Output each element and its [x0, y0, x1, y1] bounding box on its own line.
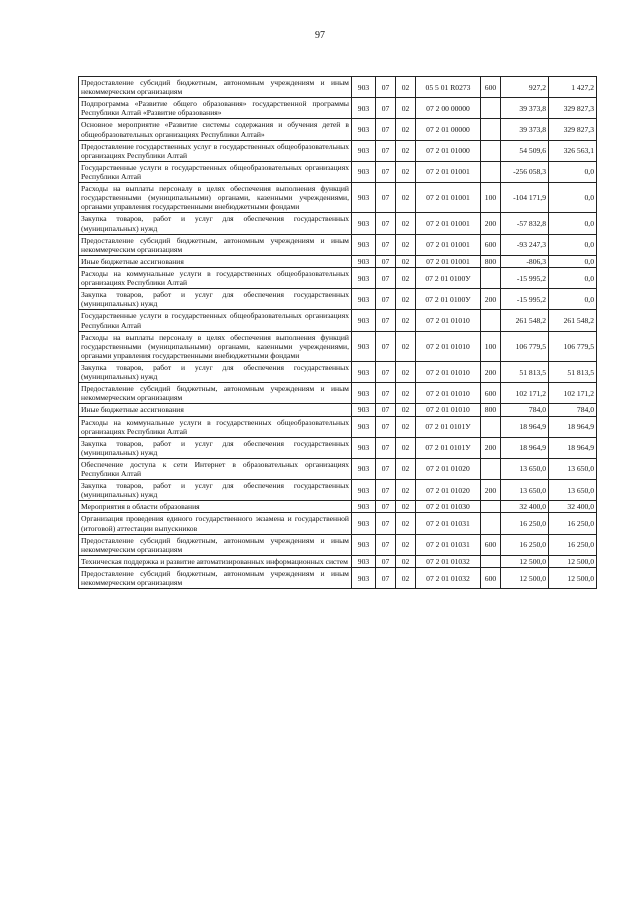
section-code: 07	[376, 140, 396, 161]
section-code: 07	[376, 234, 396, 255]
expense-type-code: 200	[481, 361, 501, 382]
row-description: Предоставление субсидий бюджетным, автономным учреждениям и иным некоммерческим организациям	[79, 534, 352, 555]
row-description: Иные бюджетные ассигнования	[79, 404, 352, 416]
section-code: 07	[376, 404, 396, 416]
section-code: 07	[376, 213, 396, 234]
expense-type-code: 200	[481, 289, 501, 310]
ministry-code: 903	[352, 310, 376, 331]
amount-total: 1 427,2	[549, 77, 597, 98]
row-description: Иные бюджетные ассигнования	[79, 255, 352, 267]
expense-type-code	[481, 98, 501, 119]
row-description: Государственные услуги в государственных общеобразовательных организациях Республики Алтай	[79, 161, 352, 182]
row-description: Обеспечение доступа к сети Интернет в образовательных организациях Республики Алтай	[79, 458, 352, 479]
expense-type-code: 200	[481, 480, 501, 501]
target-article-code: 07 2 01 01010	[416, 404, 481, 416]
table-row	[79, 513, 597, 534]
ministry-code: 903	[352, 568, 376, 589]
table-body	[79, 77, 597, 589]
ministry-code: 903	[352, 140, 376, 161]
table-row	[79, 437, 597, 458]
row-description: Предоставление субсидий бюджетным, автономным учреждениям и иным некоммерческим организациям	[79, 568, 352, 589]
amount-total: 261 548,2	[549, 310, 597, 331]
target-article-code: 07 2 01 01001	[416, 161, 481, 182]
amount-change: 784,0	[501, 404, 549, 416]
table-row	[79, 501, 597, 513]
amount-change: 13 650,0	[501, 458, 549, 479]
ministry-code: 903	[352, 501, 376, 513]
table-row	[79, 404, 597, 416]
expense-type-code	[481, 119, 501, 140]
target-article-code: 07 2 01 0101У	[416, 437, 481, 458]
table-row	[79, 458, 597, 479]
amount-change: 927,2	[501, 77, 549, 98]
expense-type-code: 600	[481, 534, 501, 555]
section-code: 07	[376, 161, 396, 182]
table-row	[79, 383, 597, 404]
expense-type-code: 600	[481, 77, 501, 98]
ministry-code: 903	[352, 383, 376, 404]
row-description: Закупка товаров, работ и услуг для обеспечения государственных (муниципальных) нужд	[79, 361, 352, 382]
amount-total: 18 964,9	[549, 416, 597, 437]
expense-type-code: 800	[481, 404, 501, 416]
expense-type-code	[481, 140, 501, 161]
subsection-code: 02	[396, 140, 416, 161]
target-article-code: 07 2 01 01001	[416, 255, 481, 267]
table-row	[79, 361, 597, 382]
table-row	[79, 555, 597, 567]
amount-change: 18 964,9	[501, 416, 549, 437]
amount-total: 16 250,0	[549, 534, 597, 555]
target-article-code: 07 2 01 01001	[416, 234, 481, 255]
ministry-code: 903	[352, 458, 376, 479]
subsection-code: 02	[396, 255, 416, 267]
amount-total: 326 563,1	[549, 140, 597, 161]
amount-total: 0,0	[549, 234, 597, 255]
subsection-code: 02	[396, 119, 416, 140]
amount-total: 32 400,0	[549, 501, 597, 513]
table-row	[79, 416, 597, 437]
ministry-code: 903	[352, 255, 376, 267]
row-description: Закупка товаров, работ и услуг для обеспечения государственных (муниципальных) нужд	[79, 437, 352, 458]
table-row	[79, 534, 597, 555]
subsection-code: 02	[396, 416, 416, 437]
target-article-code: 07 2 00 00000	[416, 98, 481, 119]
amount-change: 12 500,0	[501, 568, 549, 589]
row-description: Основное мероприятие «Развитие системы содержания и обучения детей в общеобразовательных организациях Республики Алтай»	[79, 119, 352, 140]
ministry-code: 903	[352, 77, 376, 98]
amount-total: 13 650,0	[549, 480, 597, 501]
section-code: 07	[376, 555, 396, 567]
subsection-code: 02	[396, 501, 416, 513]
row-description: Предоставление субсидий бюджетным, автономным учреждениям и иным некоммерческим организациям	[79, 77, 352, 98]
target-article-code: 07 2 01 01001	[416, 183, 481, 213]
target-article-code: 07 2 01 01010	[416, 331, 481, 361]
row-description: Закупка товаров, работ и услуг для обеспечения государственных (муниципальных) нужд	[79, 289, 352, 310]
section-code: 07	[376, 437, 396, 458]
table-row	[79, 213, 597, 234]
amount-total: 16 250,0	[549, 513, 597, 534]
amount-total: 0,0	[549, 183, 597, 213]
section-code: 07	[376, 77, 396, 98]
amount-total: 18 964,9	[549, 437, 597, 458]
section-code: 07	[376, 458, 396, 479]
amount-total: 12 500,0	[549, 555, 597, 567]
subsection-code: 02	[396, 289, 416, 310]
subsection-code: 02	[396, 213, 416, 234]
amount-change: 12 500,0	[501, 555, 549, 567]
table-row	[79, 140, 597, 161]
section-code: 07	[376, 331, 396, 361]
section-code: 07	[376, 501, 396, 513]
ministry-code: 903	[352, 437, 376, 458]
amount-change: 261 548,2	[501, 310, 549, 331]
ministry-code: 903	[352, 416, 376, 437]
expense-type-code	[481, 267, 501, 288]
expense-type-code: 100	[481, 331, 501, 361]
target-article-code: 07 2 01 01031	[416, 513, 481, 534]
target-article-code: 07 2 01 0100У	[416, 289, 481, 310]
section-code: 07	[376, 416, 396, 437]
section-code: 07	[376, 383, 396, 404]
expense-type-code: 200	[481, 437, 501, 458]
section-code: 07	[376, 119, 396, 140]
subsection-code: 02	[396, 161, 416, 182]
amount-total: 51 813,5	[549, 361, 597, 382]
section-code: 07	[376, 310, 396, 331]
amount-change: 51 813,5	[501, 361, 549, 382]
target-article-code: 07 2 01 01001	[416, 213, 481, 234]
subsection-code: 02	[396, 383, 416, 404]
row-description: Расходы на выплаты персоналу в целях обеспечения выполнения функций государственными (муниципальными) органами, казенными учреждениями, органами управления государственными внебюджетными фондами	[79, 331, 352, 361]
amount-total: 0,0	[549, 255, 597, 267]
table-row	[79, 119, 597, 140]
amount-change: 39 373,8	[501, 98, 549, 119]
ministry-code: 903	[352, 98, 376, 119]
row-description: Подпрограмма «Развитие общего образования» государственной программы Республики Алтай «Развитие образования»	[79, 98, 352, 119]
amount-total: 0,0	[549, 289, 597, 310]
amount-total: 106 779,5	[549, 331, 597, 361]
expense-type-code	[481, 513, 501, 534]
subsection-code: 02	[396, 404, 416, 416]
ministry-code: 903	[352, 289, 376, 310]
expense-type-code: 600	[481, 568, 501, 589]
row-description: Техническая поддержка и развитие автоматизированных информационных систем	[79, 555, 352, 567]
ministry-code: 903	[352, 513, 376, 534]
section-code: 07	[376, 480, 396, 501]
row-description: Предоставление субсидий бюджетным, автономным учреждениям и иным некоммерческим организациям	[79, 383, 352, 404]
ministry-code: 903	[352, 480, 376, 501]
amount-total: 0,0	[549, 267, 597, 288]
amount-total: 784,0	[549, 404, 597, 416]
target-article-code: 07 2 01 01032	[416, 568, 481, 589]
expense-type-code	[481, 310, 501, 331]
ministry-code: 903	[352, 331, 376, 361]
expense-type-code: 100	[481, 183, 501, 213]
expense-type-code	[481, 501, 501, 513]
target-article-code: 07 2 01 01031	[416, 534, 481, 555]
amount-change: -15 995,2	[501, 289, 549, 310]
amount-total: 102 171,2	[549, 383, 597, 404]
target-article-code: 05 5 01 R0273	[416, 77, 481, 98]
section-code: 07	[376, 534, 396, 555]
amount-change: -806,3	[501, 255, 549, 267]
subsection-code: 02	[396, 513, 416, 534]
amount-change: 39 373,8	[501, 119, 549, 140]
expense-type-code	[481, 555, 501, 567]
ministry-code: 903	[352, 183, 376, 213]
target-article-code: 07 2 01 01020	[416, 458, 481, 479]
table-row	[79, 98, 597, 119]
subsection-code: 02	[396, 458, 416, 479]
table-row	[79, 183, 597, 213]
amount-total: 12 500,0	[549, 568, 597, 589]
target-article-code: 07 2 01 0100У	[416, 267, 481, 288]
ministry-code: 903	[352, 234, 376, 255]
amount-total: 329 827,3	[549, 119, 597, 140]
row-description: Расходы на коммунальные услуги в государственных общеобразовательных организациях Республики Алтай	[79, 267, 352, 288]
ministry-code: 903	[352, 404, 376, 416]
section-code: 07	[376, 568, 396, 589]
table-row	[79, 568, 597, 589]
amount-change: -104 171,9	[501, 183, 549, 213]
amount-total: 0,0	[549, 213, 597, 234]
target-article-code: 07 2 01 01032	[416, 555, 481, 567]
amount-change: 16 250,0	[501, 534, 549, 555]
target-article-code: 07 2 01 00000	[416, 119, 481, 140]
subsection-code: 02	[396, 310, 416, 331]
ministry-code: 903	[352, 213, 376, 234]
section-code: 07	[376, 289, 396, 310]
amount-change: 32 400,0	[501, 501, 549, 513]
row-description: Закупка товаров, работ и услуг для обеспечения государственных (муниципальных) нужд	[79, 213, 352, 234]
amount-change: 16 250,0	[501, 513, 549, 534]
target-article-code: 07 2 01 01010	[416, 361, 481, 382]
subsection-code: 02	[396, 361, 416, 382]
row-description: Предоставление государственных услуг в государственных общеобразовательных организациях Республики Алтай	[79, 140, 352, 161]
subsection-code: 02	[396, 183, 416, 213]
page-number: 97	[315, 30, 325, 41]
row-description: Мероприятия в области образования	[79, 501, 352, 513]
section-code: 07	[376, 183, 396, 213]
section-code: 07	[376, 255, 396, 267]
amount-change: 13 650,0	[501, 480, 549, 501]
table-row	[79, 267, 597, 288]
amount-total: 329 827,3	[549, 98, 597, 119]
target-article-code: 07 2 01 0101У	[416, 416, 481, 437]
amount-change: 106 779,5	[501, 331, 549, 361]
table-row	[79, 234, 597, 255]
target-article-code: 07 2 01 01030	[416, 501, 481, 513]
section-code: 07	[376, 267, 396, 288]
table-row	[79, 255, 597, 267]
amount-change: -93 247,3	[501, 234, 549, 255]
ministry-code: 903	[352, 267, 376, 288]
expense-type-code	[481, 416, 501, 437]
table-row	[79, 331, 597, 361]
expense-type-code: 600	[481, 383, 501, 404]
table-row	[79, 77, 597, 98]
subsection-code: 02	[396, 480, 416, 501]
subsection-code: 02	[396, 534, 416, 555]
ministry-code: 903	[352, 361, 376, 382]
ministry-code: 903	[352, 555, 376, 567]
ministry-code: 903	[352, 161, 376, 182]
expense-type-code: 200	[481, 213, 501, 234]
subsection-code: 02	[396, 568, 416, 589]
subsection-code: 02	[396, 77, 416, 98]
section-code: 07	[376, 98, 396, 119]
table-row	[79, 480, 597, 501]
amount-change: -15 995,2	[501, 267, 549, 288]
row-description: Расходы на выплаты персоналу в целях обеспечения выполнения функций государственными (муниципальными) органами, казенными учреждениями, органами управления государственными внебюджетными фондами	[79, 183, 352, 213]
subsection-code: 02	[396, 234, 416, 255]
subsection-code: 02	[396, 98, 416, 119]
amount-total: 13 650,0	[549, 458, 597, 479]
subsection-code: 02	[396, 267, 416, 288]
expense-type-code	[481, 458, 501, 479]
table-row	[79, 161, 597, 182]
ministry-code: 903	[352, 119, 376, 140]
amount-change: -57 832,8	[501, 213, 549, 234]
amount-change: 102 171,2	[501, 383, 549, 404]
expense-type-code: 600	[481, 234, 501, 255]
row-description: Государственные услуги в государственных общеобразовательных организациях Республики Алтай	[79, 310, 352, 331]
row-description: Предоставление субсидий бюджетным, автономным учреждениям и иным некоммерческим организациям	[79, 234, 352, 255]
row-description: Закупка товаров, работ и услуг для обеспечения государственных (муниципальных) нужд	[79, 480, 352, 501]
subsection-code: 02	[396, 437, 416, 458]
target-article-code: 07 2 01 01020	[416, 480, 481, 501]
ministry-code: 903	[352, 534, 376, 555]
target-article-code: 07 2 01 01010	[416, 310, 481, 331]
table-row	[79, 289, 597, 310]
row-description: Организация проведения единого государственного экзамена и государственной (итоговой) аттестации выпускников	[79, 513, 352, 534]
expense-type-code: 800	[481, 255, 501, 267]
expense-type-code	[481, 161, 501, 182]
subsection-code: 02	[396, 331, 416, 361]
table-row	[79, 310, 597, 331]
target-article-code: 07 2 01 01000	[416, 140, 481, 161]
row-description: Расходы на коммунальные услуги в государственных общеобразовательных организациях Республики Алтай	[79, 416, 352, 437]
amount-change: 54 509,6	[501, 140, 549, 161]
amount-change: -256 058,3	[501, 161, 549, 182]
target-article-code: 07 2 01 01010	[416, 383, 481, 404]
section-code: 07	[376, 513, 396, 534]
amount-change: 18 964,9	[501, 437, 549, 458]
budget-table	[78, 76, 597, 589]
subsection-code: 02	[396, 555, 416, 567]
amount-total: 0,0	[549, 161, 597, 182]
section-code: 07	[376, 361, 396, 382]
